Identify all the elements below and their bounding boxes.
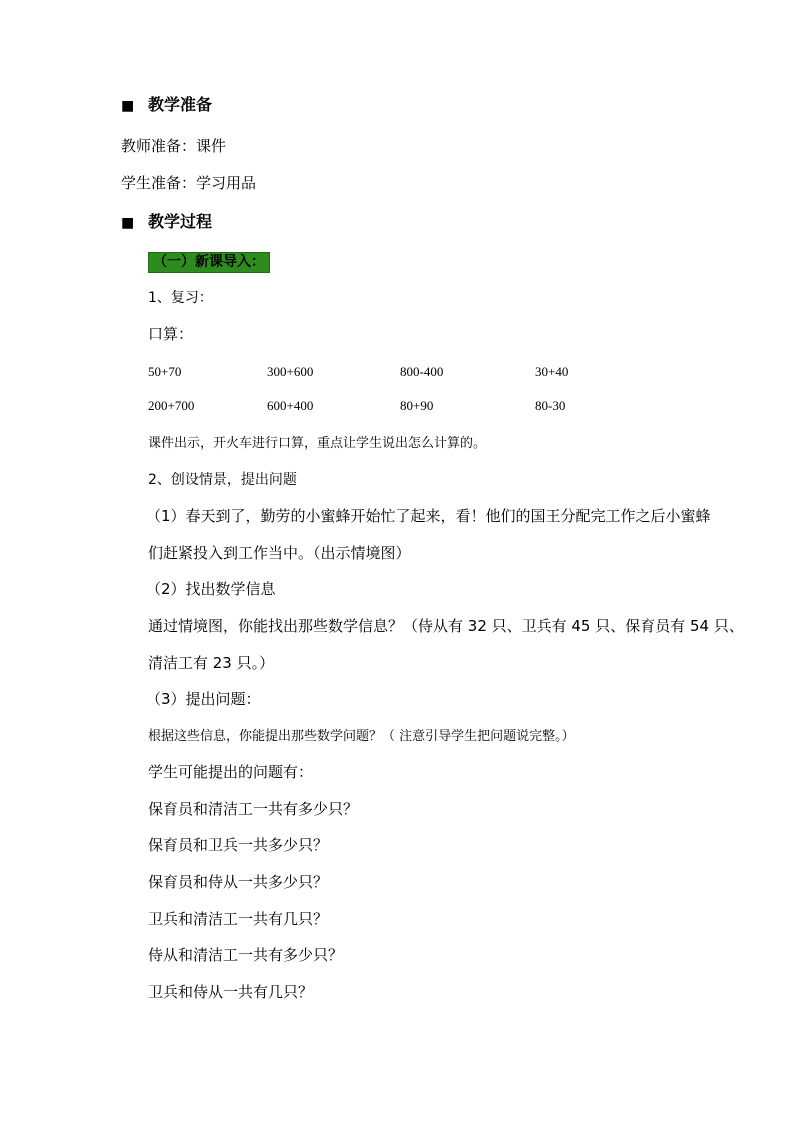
question-item: 保育员和卫兵一共多少只？	[148, 836, 329, 854]
scenario-label: 2、创设情景，提出问题	[148, 472, 297, 488]
calc-item: 80+90	[400, 398, 434, 413]
question-item: 保育员和清洁工一共有多少只？	[148, 800, 359, 818]
review-label: 1、复习：	[148, 290, 213, 306]
step-label: （2）找出数学信息	[146, 580, 276, 598]
paragraph-line: 通过情境图，你能找出那些数学信息？（侍从有 32 只、卫兵有 45 只、保育员有 54 只、	[148, 617, 744, 635]
question-item: 侍从和清洁工一共有多少只？	[148, 946, 344, 964]
student-preparation: 学生准备：学习用品	[121, 174, 257, 192]
calc-item: 200+700	[148, 398, 195, 413]
step-label: （3）提出问题：	[146, 690, 261, 708]
highlighted-subheading: （一）新课导入：	[148, 252, 270, 273]
question-item: 卫兵和侍从一共有几只？	[148, 983, 314, 1001]
review-note: 课件出示，开火车进行口算，重点让学生说出怎么计算的。	[148, 436, 487, 451]
teacher-preparation: 教师准备：课件	[121, 137, 227, 155]
question-prompt: 根据这些信息，你能提出那些数学问题？（ 注意引导学生把问题说完整。）	[148, 729, 575, 744]
calc-item: 30+40	[535, 364, 569, 379]
calc-item: 80-30	[535, 398, 566, 413]
oral-calc-label: 口算：	[148, 325, 194, 343]
question-item: 保育员和侍从一共多少只？	[148, 873, 329, 891]
calc-item: 800-400	[400, 364, 444, 379]
questions-intro: 学生可能提出的问题有：	[148, 763, 314, 781]
calc-item: 50+70	[148, 364, 182, 379]
paragraph-line: （1）春天到了，勤劳的小蜜蜂开始忙了起来，看！他们的国王分配完工作之后小蜜蜂	[146, 507, 711, 525]
paragraph-line: 们赶紧投入到工作当中。（出示情境图）	[148, 544, 411, 562]
section-bullet: ■	[121, 215, 135, 231]
section-title-process: 教学过程	[148, 212, 213, 231]
question-item: 卫兵和清洁工一共有几只？	[148, 910, 329, 928]
paragraph-line: 清洁工有 23 只。）	[148, 654, 275, 672]
calc-item: 300+600	[267, 364, 314, 379]
section-title-preparation: 教学准备	[148, 95, 213, 114]
section-bullet: ■	[121, 98, 135, 114]
calc-item: 600+400	[267, 398, 314, 413]
